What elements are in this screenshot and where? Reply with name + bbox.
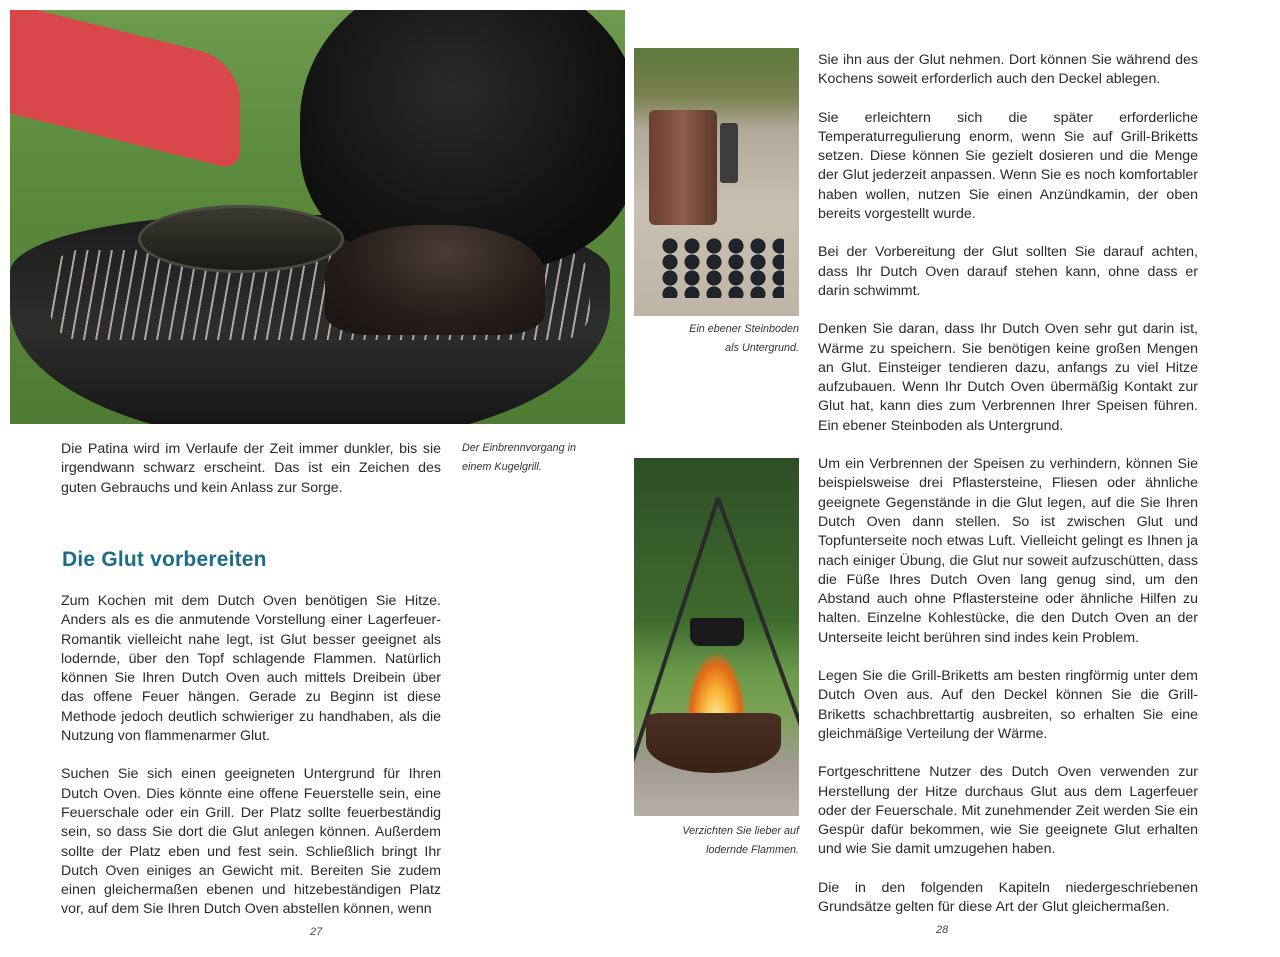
paragraph: Um ein Verbrennen der Speisen zu verhindern, können Sie beispielsweise drei Pflastersteine, Fliesen oder ähnliche geeignete Gegenstände in die Glut legen, auf die Sie Ihren Dutch Oven dann stellen. So ist zwischen Glut und Topfunterseite noch etwas Luft. Vielleicht gelingt es Ihnen ja nach einiger Übung, die Glut nur soweit aufzuschütten, dass die Füße Ihres Dutch Oven lang genug sind, um den Abstand auch ohne Pflastersteine oder ähnliche Hilfen zu halten. Einzelne Kohlestücke, die den Dutch Oven an der Unterseite leicht berühren sind indes kein Problem. [818,456,1198,646]
paragraph: Legen Sie die Grill-Briketts am besten ringförmig unter dem Dutch Oven aus. Auf den Deckel können Sie die Grill-Briketts schachbrettartig ausbreiten, so erhalten Sie eine gleichmäßige Verteilung der Wärme. [818,668,1198,742]
paragraph: Fortgeschrittene Nutzer des Dutch Oven verwenden zur Herstellung der Hitze durchaus Glut aus dem Lagerfeuer oder der Feuerschale. Mit zunehmender Zeit werden Sie ein Gespür dafür bekommen, wie Sie geeignete Glut erhalten und wie Sie damit umzugehen haben. [818,764,1198,858]
paragraph: Sie ihn aus der Glut nehmen. Dort können Sie während des Kochens soweit erforderlich auch den Deckel ablegen. [818,52,1198,88]
intro-paragraph [61,440,441,517]
photo-detail-chimney [649,110,717,225]
photo-dreibein-feuerschale [634,458,799,816]
photo-detail-briquettes [659,238,784,298]
left-body [61,592,441,939]
caption-chimney [634,320,799,358]
paragraph: Sie erleichtern sich die später erforderliche Temperaturregulierung enorm, wenn Sie auf Grill-Briketts setzen. Diese können Sie gezielt dosieren und die Menge der Glut jederzeit anpassen. Wenn Sie es noch komfortabler haben wollen, nutzen Sie einen Anzündkamin, der oben bereits vorgestellt wurde. [818,109,1198,223]
section-heading: Die Glut vorbereiten [62,548,267,571]
photo-kugelgrill-dutch-oven [10,10,625,424]
paragraph: Bei der Vorbereitung der Glut sollten Sie darauf achten, dass Ihr Dutch Oven darauf stehen kann, ohne dass er darin schwimmt. [818,244,1198,299]
caption-line: Ein ebener Steinboden [689,323,799,335]
photo-detail-hanging-pot [690,618,744,646]
photo-detail-dutch-oven [325,225,545,335]
caption-grill [462,439,612,477]
photo-detail-fire-bowl [646,713,781,773]
caption-line: lodernde Flammen. [705,844,799,856]
caption-line: als Untergrund. [725,342,799,354]
page-number-right: 28 [936,924,949,936]
photo-detail-handle [720,123,738,183]
paragraph: Die Patina wird im Verlaufe der Zeit immer dunkler, bis sie irgendwann schwarz erscheint. Das ist ein Zeichen des guten Gebrauchs und kein Anlass zur Sorge. [61,441,441,496]
caption-line: Verzichten Sie lieber auf [682,825,799,837]
caption-line: einem Kugelgrill. [462,461,542,473]
caption-line: Der Einbrennvorgang in [462,442,577,454]
caption-fire [634,822,799,860]
photo-anzuendkamin [634,48,799,316]
photo-detail-lid-pan [138,205,344,273]
paragraph: Die in den folgenden Kapiteln niedergeschriebenen Grundsätze gelten für diese Art der Glut gleichermaßen. [818,879,1198,915]
paragraph: Denken Sie daran, dass Ihr Dutch Oven sehr gut darin ist, Wärme zu speichern. Sie benötigen keine großen Mengen an Glut. Einsteiger tendieren dazu, anfangs zu viel Hitze aufzubauen. Wenn Ihr Dutch Oven übermäßig Kontakt zur Glut hat, kann dies zum Verbrennen Ihrer Speisen führen. Ein ebener Steinboden als Untergrund. [818,321,1198,434]
paragraph: Zum Kochen mit dem Dutch Oven benötigen Sie Hitze. Anders als es die anmutende Vorstellung einer Lagerfeuer-Romantik vielleicht nahe legt, ist Glut besser geeignet als lodernde, über den Topf schlagende Flammen. Natürlich können Sie Ihren Dutch Oven auch mittels Dreibein über das offene Feuer hängen. Gerade zu Beginn ist diese Methode jedoch deutlich schwieriger zu handhaben, als die Nutzung von flammenarmer Glut. [61,593,441,745]
paragraph: Suchen Sie sich einen geeigneten Untergrund für Ihren Dutch Oven. Dies könnte eine offene Feuerstelle sein, eine Feuerschale oder ein Grill. Der Platz sollte feuerbeständig sein, so dass Sie dort die Glut anlegen können. Außerdem sollte der Platz eben und fest sein. Schließlich bringt Ihr Dutch Oven einiges an Gewicht mit. Bereiten Sie zudem einen gleichermaßen ebenen und hitzebeständigen Platz vor, auf dem Sie Ihren Dutch Oven abstellen können, wenn [61,766,441,918]
page-number-left: 27 [310,926,323,938]
photo-detail-red-slide [10,10,240,171]
right-body [818,51,1198,936]
